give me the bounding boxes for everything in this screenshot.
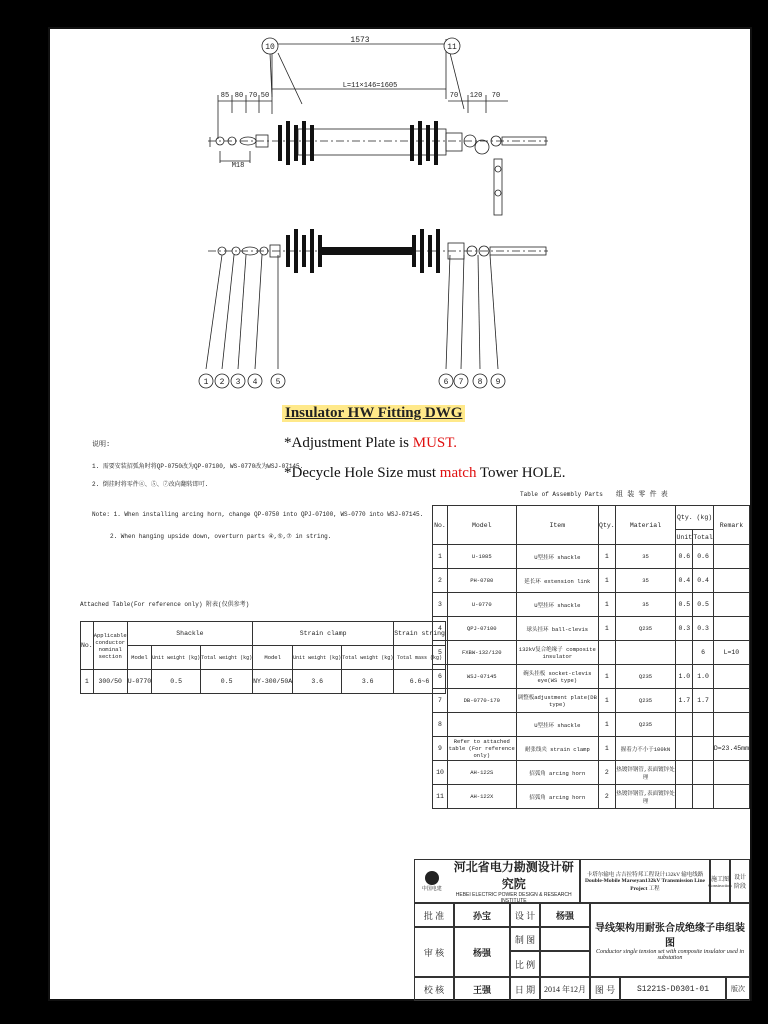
assembly-cell-item: U型挂环 shackle bbox=[516, 713, 598, 737]
dim-right-0: 70 bbox=[449, 92, 459, 100]
att-header-conductor: Applicable conductor nominal section bbox=[93, 622, 127, 670]
assembly-cell-qty: 1 bbox=[599, 569, 616, 593]
assembly-row bbox=[433, 593, 750, 617]
att-header-s-total: Total weight (kg) bbox=[201, 646, 253, 670]
dim-left-3: 50 bbox=[260, 92, 270, 100]
dim-m18: M18 bbox=[231, 162, 245, 170]
assembly-cell-model: WSJ-07145 bbox=[447, 665, 516, 689]
version-label: 版次 bbox=[726, 977, 750, 1001]
date-label: 日 期 bbox=[510, 977, 540, 1001]
callout-5: 5 bbox=[275, 378, 281, 387]
att-cell-c-total: 3.6 bbox=[342, 670, 394, 694]
assembly-cell-material: 35 bbox=[615, 569, 676, 593]
asm-header-model: Model bbox=[447, 506, 516, 545]
att-cell-mass: 6.6~6 bbox=[394, 670, 446, 694]
assembly-cell-remark bbox=[713, 545, 749, 569]
assembly-cell-qty: 1 bbox=[599, 545, 616, 569]
approve-signature: 孙宝 bbox=[454, 903, 510, 927]
assembly-cell-model: AH-122S bbox=[447, 761, 516, 785]
callout-7: 7 bbox=[458, 378, 464, 387]
annotation-line-2-suffix: Tower HOLE. bbox=[476, 465, 566, 481]
assembly-cell-item: 延长环 extension link bbox=[516, 569, 598, 593]
assembly-caption-cn: 组 装 零 件 表 bbox=[616, 491, 668, 499]
assembly-cell-unit: 1.7 bbox=[676, 689, 693, 713]
stage-cn: 施工图 bbox=[711, 877, 730, 883]
assembly-cell-qty: 1 bbox=[599, 713, 616, 737]
assembly-cell-unit: 0.5 bbox=[676, 593, 693, 617]
att-cell-s-model: U-0770 bbox=[127, 670, 151, 694]
assembly-cell-item: 132kV复合绝缘子 composite insulator bbox=[516, 641, 598, 665]
callout-10: 10 bbox=[265, 43, 275, 52]
assembly-cell-remark bbox=[713, 569, 749, 593]
assembly-cell-material: 35 bbox=[615, 545, 676, 569]
callout-1: 1 bbox=[203, 378, 209, 387]
logo-icon bbox=[425, 871, 439, 885]
dim-left-1: 80 bbox=[234, 92, 244, 100]
assembly-cell-qty: 1 bbox=[599, 617, 616, 641]
assembly-cell-remark bbox=[713, 785, 749, 809]
assembly-row bbox=[433, 617, 750, 641]
dim-length: L=11×146=1605 bbox=[342, 82, 398, 90]
assembly-cell-model: PH-0780 bbox=[447, 569, 516, 593]
design-stage-en: 阶段 bbox=[733, 884, 746, 890]
assembly-cell-total: 6 bbox=[693, 641, 714, 665]
assembly-cell-remark: L=10 bbox=[713, 641, 749, 665]
review-signature: 杨强 bbox=[454, 927, 510, 977]
assembly-cell-unit bbox=[676, 737, 693, 761]
attached-caption: Attached Table(For reference only) 附表(仅供参考) bbox=[80, 601, 250, 608]
annotation-title: Insulator HW Fitting DWG bbox=[282, 405, 465, 422]
assembly-drawing bbox=[50, 29, 754, 389]
asm-header-remark: Remark bbox=[713, 506, 749, 545]
att-row bbox=[81, 670, 446, 694]
attached-table bbox=[80, 621, 446, 694]
att-header-c-total: Total weight (kg) bbox=[342, 646, 394, 670]
design-stage-cell bbox=[730, 859, 750, 903]
att-cell-s-total: 0.5 bbox=[201, 670, 253, 694]
logo bbox=[419, 864, 444, 898]
assembly-cell-item: 调整板adjustment plate(DB type) bbox=[516, 689, 598, 713]
assembly-cell-no: 6 bbox=[433, 665, 448, 689]
assembly-row bbox=[433, 641, 750, 665]
assembly-row bbox=[433, 689, 750, 713]
assembly-cell-remark bbox=[713, 593, 749, 617]
assembly-cell-qty: 1 bbox=[599, 737, 616, 761]
assembly-cell-material: Q235 bbox=[615, 617, 676, 641]
assembly-cell-total: 0.5 bbox=[693, 593, 714, 617]
scale-label: 比 例 bbox=[510, 951, 540, 977]
att-cell-cond: 300/50 bbox=[93, 670, 127, 694]
notes-cn-1: 1. 需要安装招弧角时将QP-0750改为QP-07100, WS-0770改为WSJ-07145. bbox=[92, 463, 304, 470]
callout-8: 8 bbox=[477, 378, 483, 387]
callout-6: 6 bbox=[443, 378, 449, 387]
att-cell-c-model: NY-300/50A bbox=[253, 670, 293, 694]
dim-top: 1573 bbox=[350, 36, 370, 45]
assembly-cell-item: 碗头挂板 socket-clevis eye(WS type) bbox=[516, 665, 598, 689]
assembly-cell-total: 0.3 bbox=[693, 617, 714, 641]
assembly-cell-total: 0.4 bbox=[693, 569, 714, 593]
callout-2: 2 bbox=[219, 378, 225, 387]
assembly-cell-remark bbox=[713, 761, 749, 785]
assembly-parts-table bbox=[432, 505, 750, 809]
stage-cell bbox=[710, 859, 730, 903]
assembly-row bbox=[433, 737, 750, 761]
assembly-cell-remark bbox=[713, 689, 749, 713]
assembly-cell-unit bbox=[676, 641, 693, 665]
callout-9: 9 bbox=[495, 378, 501, 387]
assembly-cell-item: 招弧角 arcing horn bbox=[516, 761, 598, 785]
assembly-cell-unit bbox=[676, 785, 693, 809]
assembly-cell-no: 10 bbox=[433, 761, 448, 785]
assembly-cell-no: 2 bbox=[433, 569, 448, 593]
assembly-cell-qty: 2 bbox=[599, 785, 616, 809]
stage-en: Construction bbox=[708, 883, 732, 888]
assembly-cell-unit bbox=[676, 761, 693, 785]
asm-header-material: Material bbox=[615, 506, 676, 545]
assembly-cell-no: 4 bbox=[433, 617, 448, 641]
dim-right-1: 120 bbox=[469, 92, 483, 100]
project-cn: 卡塔尔输电 古吉拉特邦工程设计132kV 输电线路 bbox=[586, 872, 704, 878]
assembly-cell-qty: 1 bbox=[599, 665, 616, 689]
project-cell bbox=[580, 859, 710, 903]
assembly-cell-qty: 2 bbox=[599, 761, 616, 785]
callout-4: 4 bbox=[252, 378, 258, 387]
annotation-line-1-red: MUST. bbox=[412, 435, 458, 451]
org-name-en: HEBEI ELECTRIC POWER DESIGN & RESEARCH INSTITUTE bbox=[455, 892, 572, 904]
att-header-s-unit: Unit weight (kg) bbox=[152, 646, 201, 670]
notes-en-2: 2. When hanging upside down, overturn parts ④,⑤,⑦ in string. bbox=[110, 533, 332, 540]
annotation-line-1 bbox=[284, 435, 457, 452]
assembly-cell-total: 1.0 bbox=[693, 665, 714, 689]
annotation-line-2 bbox=[284, 465, 566, 482]
assembly-cell-no: 8 bbox=[433, 713, 448, 737]
review-label: 审 核 bbox=[414, 927, 454, 977]
assembly-cell-material: 热镀锌钢管,表面镀锌处理 bbox=[615, 785, 676, 809]
assembly-row bbox=[433, 569, 750, 593]
assembly-cell-item: U型挂环 shackle bbox=[516, 593, 598, 617]
dwgno-label: 图 号 bbox=[590, 977, 620, 1001]
assembly-cell-qty: 1 bbox=[599, 689, 616, 713]
assembly-cell-item: 招弧角 arcing horn bbox=[516, 785, 598, 809]
att-cell-c-unit: 3.6 bbox=[293, 670, 342, 694]
assembly-cell-remark: D=23.45mm bbox=[713, 737, 749, 761]
assembly-cell-material: 握着力不小于100kN bbox=[615, 737, 676, 761]
annotation-line-2-red: match bbox=[439, 465, 477, 481]
draw-value bbox=[540, 927, 590, 951]
assembly-rows bbox=[433, 545, 750, 809]
att-header-string: Strain string bbox=[394, 622, 446, 646]
assembly-cell-total bbox=[693, 761, 714, 785]
assembly-cell-unit: 0.6 bbox=[676, 545, 693, 569]
notes-cn-heading: 说明: bbox=[92, 441, 111, 449]
assembly-row bbox=[433, 545, 750, 569]
project-suffix: 工程 bbox=[648, 886, 660, 892]
assembly-cell-material: Q235 bbox=[615, 713, 676, 737]
asm-header-qty: Qty. bbox=[599, 506, 616, 545]
att-cell-s-unit: 0.5 bbox=[152, 670, 201, 694]
assembly-cell-no: 3 bbox=[433, 593, 448, 617]
design-signature: 杨强 bbox=[540, 903, 590, 927]
callout-3: 3 bbox=[235, 378, 241, 387]
assembly-cell-no: 1 bbox=[433, 545, 448, 569]
assembly-cell-no: 7 bbox=[433, 689, 448, 713]
assembly-cell-item: U型挂环 shackle bbox=[516, 545, 598, 569]
assembly-cell-total: 1.7 bbox=[693, 689, 714, 713]
assembly-cell-model: U-1085 bbox=[447, 545, 516, 569]
att-header-s-model: Model bbox=[127, 646, 151, 670]
draw-label: 制 图 bbox=[510, 927, 540, 951]
assembly-cell-item: 球头挂环 ball-clevis bbox=[516, 617, 598, 641]
drawing-name-en: Conductor single tension set with composite insulator used in substation bbox=[596, 949, 744, 961]
assembly-cell-qty: 1 bbox=[599, 593, 616, 617]
assembly-cell-material: 35 bbox=[615, 593, 676, 617]
approve-label: 批 准 bbox=[414, 903, 454, 927]
assembly-cell-no: 11 bbox=[433, 785, 448, 809]
assembly-cell-no: 9 bbox=[433, 737, 448, 761]
assembly-cell-unit bbox=[676, 713, 693, 737]
assembly-cell-model: DB-0770-170 bbox=[447, 689, 516, 713]
assembly-cell-remark bbox=[713, 617, 749, 641]
callout-11: 11 bbox=[447, 43, 457, 52]
notes-cn-2: 2. 倒挂时将零件④、⑤、⑦改向翻转即可. bbox=[92, 481, 209, 488]
asm-header-weight: Qty. (kg) bbox=[676, 506, 714, 530]
drawing-name-cn: 导线架构用耐张合成绝缘子串组装图 bbox=[595, 923, 745, 949]
assembly-cell-item: 耐张线夹 strain clamp bbox=[516, 737, 598, 761]
asm-header-item: Item bbox=[516, 506, 598, 545]
assembly-caption: Table of Assembly Parts bbox=[520, 491, 603, 498]
check-signature: 王强 bbox=[454, 977, 510, 1001]
drawing-name-cell bbox=[590, 903, 750, 977]
scale-value bbox=[540, 951, 590, 977]
att-header-no: No. bbox=[81, 622, 94, 670]
title-block bbox=[414, 859, 750, 1001]
annotation-line-1-text: *Adjustment Plate is bbox=[284, 435, 413, 451]
dim-left-2: 70 bbox=[248, 92, 258, 100]
assembly-cell-total: 0.6 bbox=[693, 545, 714, 569]
assembly-cell-model: QPJ-07100 bbox=[447, 617, 516, 641]
att-cell-no: 1 bbox=[81, 670, 94, 694]
annotation-line-2-text: *Decycle Hole Size must bbox=[284, 465, 440, 481]
assembly-row bbox=[433, 713, 750, 737]
assembly-cell-material: Q235 bbox=[615, 689, 676, 713]
assembly-row bbox=[433, 785, 750, 809]
dim-right-2: 70 bbox=[491, 92, 501, 100]
assembly-cell-model: Refer to attached table (For reference only) bbox=[448, 738, 515, 759]
att-header-c-model: Model bbox=[253, 646, 293, 670]
notes-en-1: Note: 1. When installing arcing horn, change QP-0750 into QPJ-07100, WS-0770 into WSJ-07145. bbox=[92, 511, 424, 518]
check-label: 校 核 bbox=[414, 977, 454, 1001]
assembly-cell-unit: 1.0 bbox=[676, 665, 693, 689]
assembly-cell-model: FXBW-132/120 bbox=[447, 641, 516, 665]
att-header-shackle: Shackle bbox=[127, 622, 252, 646]
assembly-cell-remark bbox=[713, 665, 749, 689]
assembly-cell-unit: 0.4 bbox=[676, 569, 693, 593]
assembly-cell-qty bbox=[599, 641, 616, 665]
dim-left-0: 85 bbox=[220, 92, 230, 100]
att-header-c-unit: Unit weight (kg) bbox=[293, 646, 342, 670]
assembly-cell-material: Q235 bbox=[615, 665, 676, 689]
assembly-cell-no: 5 bbox=[433, 641, 448, 665]
assembly-row bbox=[433, 761, 750, 785]
project-en: Double-Mobile Marseyan132kV Transmission Line Project bbox=[585, 878, 705, 892]
design-stage-cn: 设计 bbox=[733, 875, 746, 881]
logo-text: 中国电建 bbox=[421, 886, 442, 892]
att-header-clamp: Strain clamp bbox=[253, 622, 394, 646]
assembly-cell-model: U-0770 bbox=[447, 593, 516, 617]
design-label: 设 计 bbox=[510, 903, 540, 927]
assembly-cell-model: AH-122X bbox=[447, 785, 516, 809]
assembly-cell-material bbox=[615, 641, 676, 665]
assembly-row bbox=[433, 665, 750, 689]
dwgno-value: S1221S-D0301-01 bbox=[620, 977, 726, 1001]
org-name-cn: 河北省电力勘测设计研究院 bbox=[453, 860, 574, 891]
assembly-cell-total bbox=[693, 785, 714, 809]
assembly-cell-material: 热镀锌钢管,表面镀锌处理 bbox=[615, 761, 676, 785]
asm-header-no: No. bbox=[433, 506, 448, 545]
drawing-sheet bbox=[48, 27, 752, 1001]
date-value: 2014 年12月 bbox=[540, 977, 590, 1001]
asm-header-total: Total bbox=[693, 530, 714, 545]
att-header-mass: Total mass (kg) bbox=[394, 646, 446, 670]
assembly-cell-remark bbox=[713, 713, 749, 737]
assembly-cell-total bbox=[693, 713, 714, 737]
org-cell bbox=[414, 859, 580, 903]
assembly-cell-unit: 0.3 bbox=[676, 617, 693, 641]
assembly-cell-total bbox=[693, 737, 714, 761]
asm-header-unit: Unit bbox=[676, 530, 693, 545]
assembly-cell-model bbox=[447, 713, 516, 737]
